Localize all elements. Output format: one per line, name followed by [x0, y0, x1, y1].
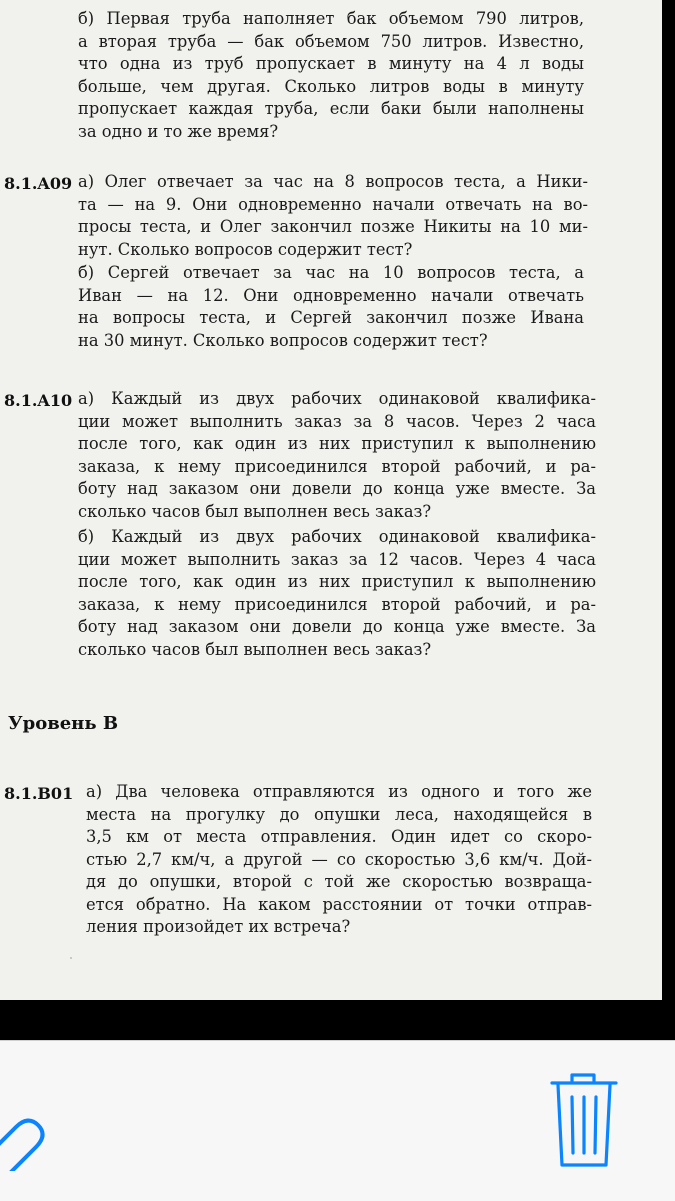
text-line: та — на 9. Они одновременно начали отвечать на во-	[78, 194, 588, 214]
problem-paragraph	[78, 8, 584, 143]
text-line: 3,5 км от места отправления. Один идет со скоро-	[86, 827, 592, 846]
pencil-edit-icon[interactable]	[0, 1081, 48, 1171]
problem-number: 8.1.A10	[4, 391, 73, 410]
problem-paragraph	[78, 262, 584, 352]
level-heading: Уровень B	[8, 713, 119, 734]
text-line: сколько часов был выполнен весь заказ?	[78, 501, 432, 521]
text-line: нут. Сколько вопросов содержит тест?	[78, 239, 413, 259]
text-line: боту над заказом они довели до конца уже вместе. За	[78, 479, 596, 498]
page-speck	[70, 957, 72, 959]
text-line: ется обратно. На каком расстоянии от точки отправ-	[86, 894, 592, 914]
text-line: сколько часов был выполнен весь заказ?	[78, 639, 432, 659]
text-line: ции может выполнить заказ за 12 часов. Через 4 часа	[78, 549, 596, 569]
text-line: дя до опушки, второй с той же скоростью возвраща-	[86, 872, 592, 891]
text-line: а) Два человека отправляются из одного и того же	[86, 782, 592, 801]
text-line: на вопросы теста, и Сергей закончил позже Ивана	[78, 308, 584, 327]
text-line: а) Каждый из двух рабочих одинаковой квалифика-	[78, 389, 596, 408]
text-line: после того, как один из них приступил к выполнению	[78, 434, 596, 453]
text-line: за одно и то же время?	[78, 121, 279, 141]
problem-paragraph	[78, 171, 588, 261]
text-line: б) Сергей отвечает за час на 10 вопросов теста, а	[78, 263, 584, 282]
text-line: б) Каждый из двух рабочих одинаковой квалифика-	[78, 527, 596, 546]
text-line: а) Олег отвечает за час на 8 вопросов теста, а Ники-	[78, 172, 588, 191]
text-line: пропускает каждая труба, если баки были наполнены	[78, 99, 584, 118]
bottom-toolbar	[0, 1040, 675, 1201]
text-line: б) Первая труба наполняет бак объемом 790 литров,	[78, 9, 584, 28]
text-line: ции может выполнить заказ за 8 часов. Через 2 часа	[78, 411, 596, 431]
problem-paragraph	[78, 388, 596, 523]
problem-paragraph	[78, 526, 596, 661]
text-line: после того, как один из них приступил к выполнению	[78, 572, 596, 591]
text-line: просы теста, и Олег закончил позже Никиты на 10 ми-	[78, 217, 588, 236]
problem-number: 8.1.B01	[4, 784, 74, 803]
text-line: места на прогулку до опушки леса, находящейся в	[86, 804, 592, 824]
text-line: боту над заказом они довели до конца уже вместе. За	[78, 617, 596, 636]
text-line: больше, чем другая. Сколько литров воды в минуту	[78, 76, 584, 96]
text-line: а вторая труба — бак объемом 750 литров. Известно,	[78, 31, 584, 51]
text-line: ления произойдет их встреча?	[86, 917, 351, 936]
text-line: на 30 минут. Сколько вопросов содержит тест?	[78, 330, 488, 350]
problem-paragraph	[86, 781, 592, 939]
text-line: Иван — на 12. Они одновременно начали отвечать	[78, 285, 584, 305]
text-line: заказа, к нему присоединился второй рабочий, и ра-	[78, 456, 596, 476]
trash-icon[interactable]	[548, 1071, 620, 1171]
problem-number: 8.1.A09	[4, 174, 73, 193]
text-line: что одна из труб пропускает в минуту на 4 л воды	[78, 54, 584, 73]
text-line: заказа, к нему присоединился второй рабочий, и ра-	[78, 594, 596, 614]
text-line: стью 2,7 км/ч, а другой — со скоростью 3,6 км/ч. Дой-	[86, 849, 592, 869]
